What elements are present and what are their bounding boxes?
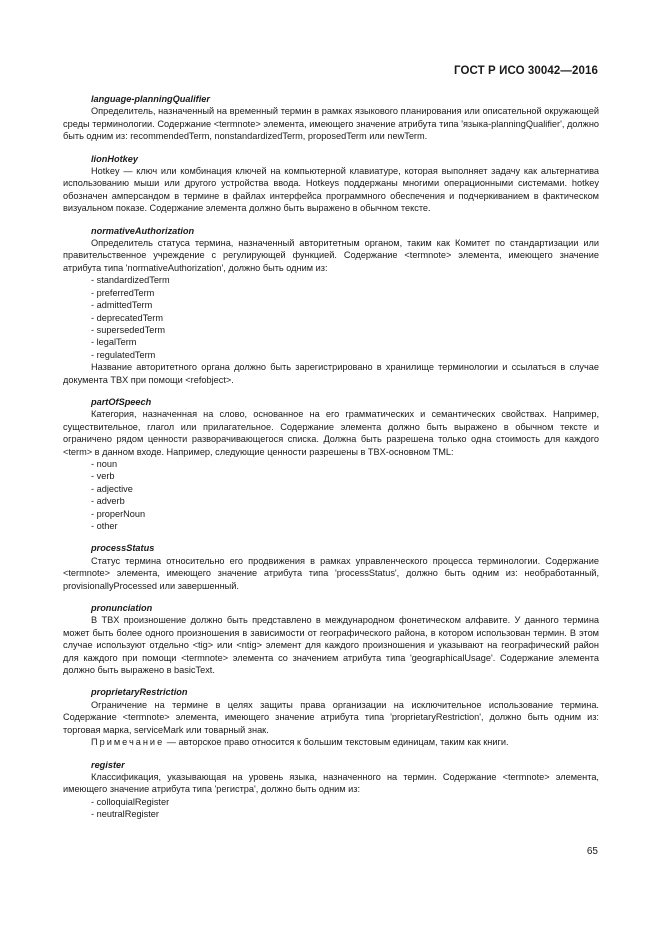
term-definition: Ограничение на термине в целях защиты права организации на исключительное использование термина. Содержание <termnote> элемента, имеющего значение атрибута типа 'proprietaryRestriction', должно быть одним из: торговая марка, serviceMark или товарный знак.: [63, 699, 599, 735]
term-entry: [63, 153, 599, 215]
list-item: - adverb: [91, 496, 125, 507]
term-definition: Определитель, назначенный на временный термин в рамках языкового планирования или описательной окружающей среды терминологии. Содержание <termnote> элемента, имеющего значение атрибута типа 'языка-planningQualifier', должно быть одним из: recommendedTerm, nonstandardizedTerm, proposedTerm или newTerm.: [63, 106, 599, 142]
term-heading: language-planningQualifier: [91, 94, 210, 104]
term-entry: [63, 93, 599, 143]
term-entry: [63, 602, 599, 676]
list-item: - regulatedTerm: [91, 349, 156, 360]
term-heading: processStatus: [91, 543, 155, 554]
term-definition: Hotkey — ключ или комбинация ключей на компьютерной клавиатуре, которая выполняет задачу как альтернатива использованию мыши или другого устройства ввода. Hotkeys поддержаны многими операционными системами. hotkey обозначен амперсандом в термине в файлах интерфейса программного обеспечения и подчеркиванием в фактическом визуальном показе. Содержание элемента должно быть выражено в обычном тексте.: [63, 166, 599, 214]
term-entry: [63, 396, 599, 532]
term-entry: [63, 759, 599, 821]
term-heading: register: [91, 759, 125, 770]
value-list: [63, 274, 599, 361]
term-footnote: [63, 736, 599, 748]
note-label: Примечание: [91, 737, 165, 748]
page-number: 65: [586, 846, 598, 857]
term-definition: Статус термина относительно его продвижения в рамках управленческого процесса терминологии. Содержание <termnote> элемента, имеющего значение атрибута типа 'processStatus', должно быть одним из: необработанный, provisionallyProcessed или завершенный.: [63, 555, 599, 591]
list-item: - properNoun: [91, 508, 146, 519]
term-heading: proprietaryRestriction: [91, 687, 188, 698]
list-item: - preferredTerm: [91, 287, 155, 298]
list-item: - deprecatedTerm: [91, 312, 164, 323]
list-item: - adjective: [91, 483, 133, 494]
list-item: - noun: [91, 458, 118, 469]
list-item: - verb: [91, 471, 115, 482]
list-item: - legalTerm: [91, 337, 137, 348]
term-heading: lionHotkey: [91, 153, 138, 164]
list-item: - supersededTerm: [91, 324, 166, 335]
term-note: Название авторитетного органа должно быть зарегистрировано в хранилище терминологии и ссылаться в случае документа TBX при помощи <refobject>.: [63, 362, 599, 385]
note-text: — авторское право относится к большим текстовым единицам, таким как книги.: [164, 737, 509, 748]
term-heading: normativeAuthorization: [91, 225, 195, 236]
term-definition: Классификация, указывающая на уровень языка, назначенного на термин. Содержание <termnote> элемента, имеющего значение атрибута типа 'регистра', должно быть одним из:: [63, 771, 599, 795]
document-header: ГОСТ Р ИСО 30042—2016: [453, 65, 598, 77]
document-body: [63, 93, 599, 831]
term-entry: [63, 542, 599, 592]
list-item: - standardizedTerm: [91, 275, 170, 286]
term-definition: В TBX произношение должно быть представлено в международном фонетическом алфавите. У данного термина может быть более одного произношения в зависимости от географического района, в котором использован термин. В этом случае используют отдельно <tig> или <ntig> элемент для каждого произношения и указывают на географический район для каждого при помощи <termnote> элемента со значением атрибута типа 'geographicalUsage'. Содержание элемента должно быть выражено в basicText.: [63, 615, 599, 676]
value-list: [63, 458, 599, 532]
list-item: - admittedTerm: [91, 300, 153, 311]
term-heading: pronunciation: [91, 603, 153, 614]
list-item: - other: [91, 521, 118, 531]
list-item: - colloquialRegister: [91, 796, 170, 807]
term-definition: Категория, назначенная на слово, основанное на его грамматических и семантических свойствах. Например, существительное, глагол или прилагательное. Содержание элемента должно быть выражено в обычном тексте и ограничено рядом ценности разворачивающегося списка. Должна быть разрешена только одна стоимость для каждого <term> в данном входе. Например, следующие ценности разрешены в TBX-основном TML:: [63, 409, 599, 457]
term-heading: partOfSpeech: [91, 396, 152, 407]
term-definition: Определитель статуса термина, назначенный авторитетным органом, таким как Комитет по стандартизации или правительственное учреждение с регулирующей функцией. Содержание <termnote> элемента, имеющего значение атрибута типа 'normativeAuthorization', должно быть одним из:: [63, 238, 599, 273]
term-entry: [63, 686, 599, 748]
value-list: [63, 796, 599, 821]
list-item: - neutralRegister: [91, 809, 159, 820]
term-entry: [63, 225, 599, 386]
